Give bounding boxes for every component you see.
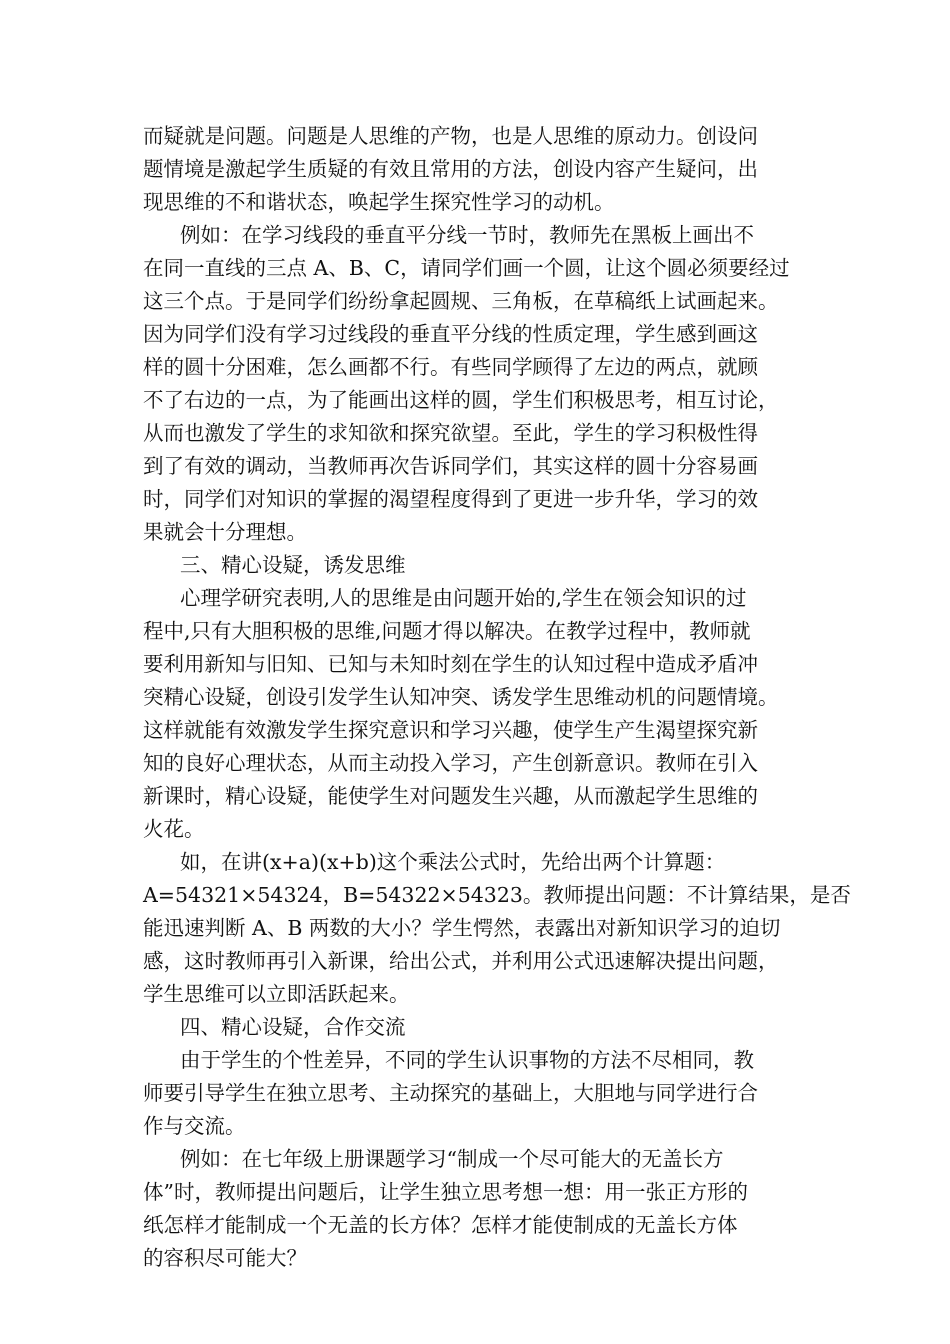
text-line: 例如：在七年级上册课题学习“制成一个尽可能大的无盖长方 [180,1147,724,1171]
text-line: 纸怎样才能制成一个无盖的长方体？怎样才能使制成的无盖长方体 [143,1213,738,1237]
text-line: 火花。 [143,817,205,841]
section-heading: 三、精心设疑，诱发思维 [180,553,406,577]
text-line: 感，这时教师再引入新课，给出公式，并利用公式迅速解决提出问题， [143,949,779,973]
text-line: 要利用新知与旧知、已知与未知时刻在学生的认知过程中造成矛盾冲 [143,652,758,676]
text-line: 作与交流。 [143,1114,246,1138]
section-heading: 四、精心设疑，合作交流 [180,1015,406,1039]
text-line: 程中,只有大胆积极的思维,问题才得以解决。在教学过程中，教师就 [143,619,751,643]
text-line: 师要引导学生在独立思考、主动探究的基础上，大胆地与同学进行合 [143,1081,758,1105]
text-line: 知的良好心理状态，从而主动投入学习，产生创新意识。教师在引入 [143,751,758,775]
text-line: 例如：在学习线段的垂直平分线一节时，教师先在黑板上画出不 [180,223,754,247]
text-line: 果就会十分理想。 [143,520,307,544]
text-line: A=54321×54324，B=54322×54323。教师提出问题：不计算结果，是否 [143,883,851,907]
text-line: 能迅速判断 A、B 两数的大小？学生愕然，表露出对新知识学习的迫切 [143,916,781,940]
text-line: 体”时，教师提出问题后，让学生独立思考想一想：用一张正方形的 [143,1180,748,1204]
text-line: 因为同学们没有学习过线段的垂直平分线的性质定理，学生感到画这 [143,322,758,346]
text-line: 从而也激发了学生的求知欲和探究欲望。至此，学生的学习积极性得 [143,421,758,445]
text-line: 新课时，精心设疑，能使学生对问题发生兴趣，从而激起学生思维的 [143,784,758,808]
text-line: 在同一直线的三点 A、B、C，请同学们画一个圆，让这个圆必须要经过 [143,256,790,280]
text-line: 不了右边的一点，为了能画出这样的圆，学生们积极思考，相互讨论， [143,388,779,412]
text-line: 而疑就是问题。问题是人思维的产物，也是人思维的原动力。创设问 [143,124,758,148]
text-line: 这样就能有效激发学生探究意识和学习兴趣，使学生产生渴望探究新 [143,718,758,742]
text-line: 由于学生的个性差异，不同的学生认识事物的方法不尽相同，教 [180,1048,754,1072]
text-line: 样的圆十分困难，怎么画都不行。有些同学顾得了左边的两点，就顾 [143,355,758,379]
text-line: 学生思维可以立即活跃起来。 [143,982,410,1006]
text-line: 现思维的不和谐状态，唤起学生探究性学习的动机。 [143,190,615,214]
text-line: 时，同学们对知识的掌握的渴望程度得到了更进一步升华，学习的效 [143,487,758,511]
text-line: 如，在讲(x+a)(x+b)这个乘法公式时，先给出两个计算题： [180,850,726,874]
text-line: 到了有效的调动，当教师再次告诉同学们，其实这样的圆十分容易画 [143,454,758,478]
document-body [143,120,851,1275]
text-line: 突精心设疑，创设引发学生认知冲突、诱发学生思维动机的问题情境。 [143,685,779,709]
text-line: 这三个点。于是同学们纷纷拿起圆规、三角板，在草稿纸上试画起来。 [143,289,779,313]
text-line: 题情境是激起学生质疑的有效且常用的方法，创设内容产生疑问，出 [143,157,758,181]
text-line: 心理学研究表明,人的思维是由问题开始的,学生在领会知识的过 [180,586,747,610]
text-line: 的容积尽可能大？ [143,1246,307,1270]
